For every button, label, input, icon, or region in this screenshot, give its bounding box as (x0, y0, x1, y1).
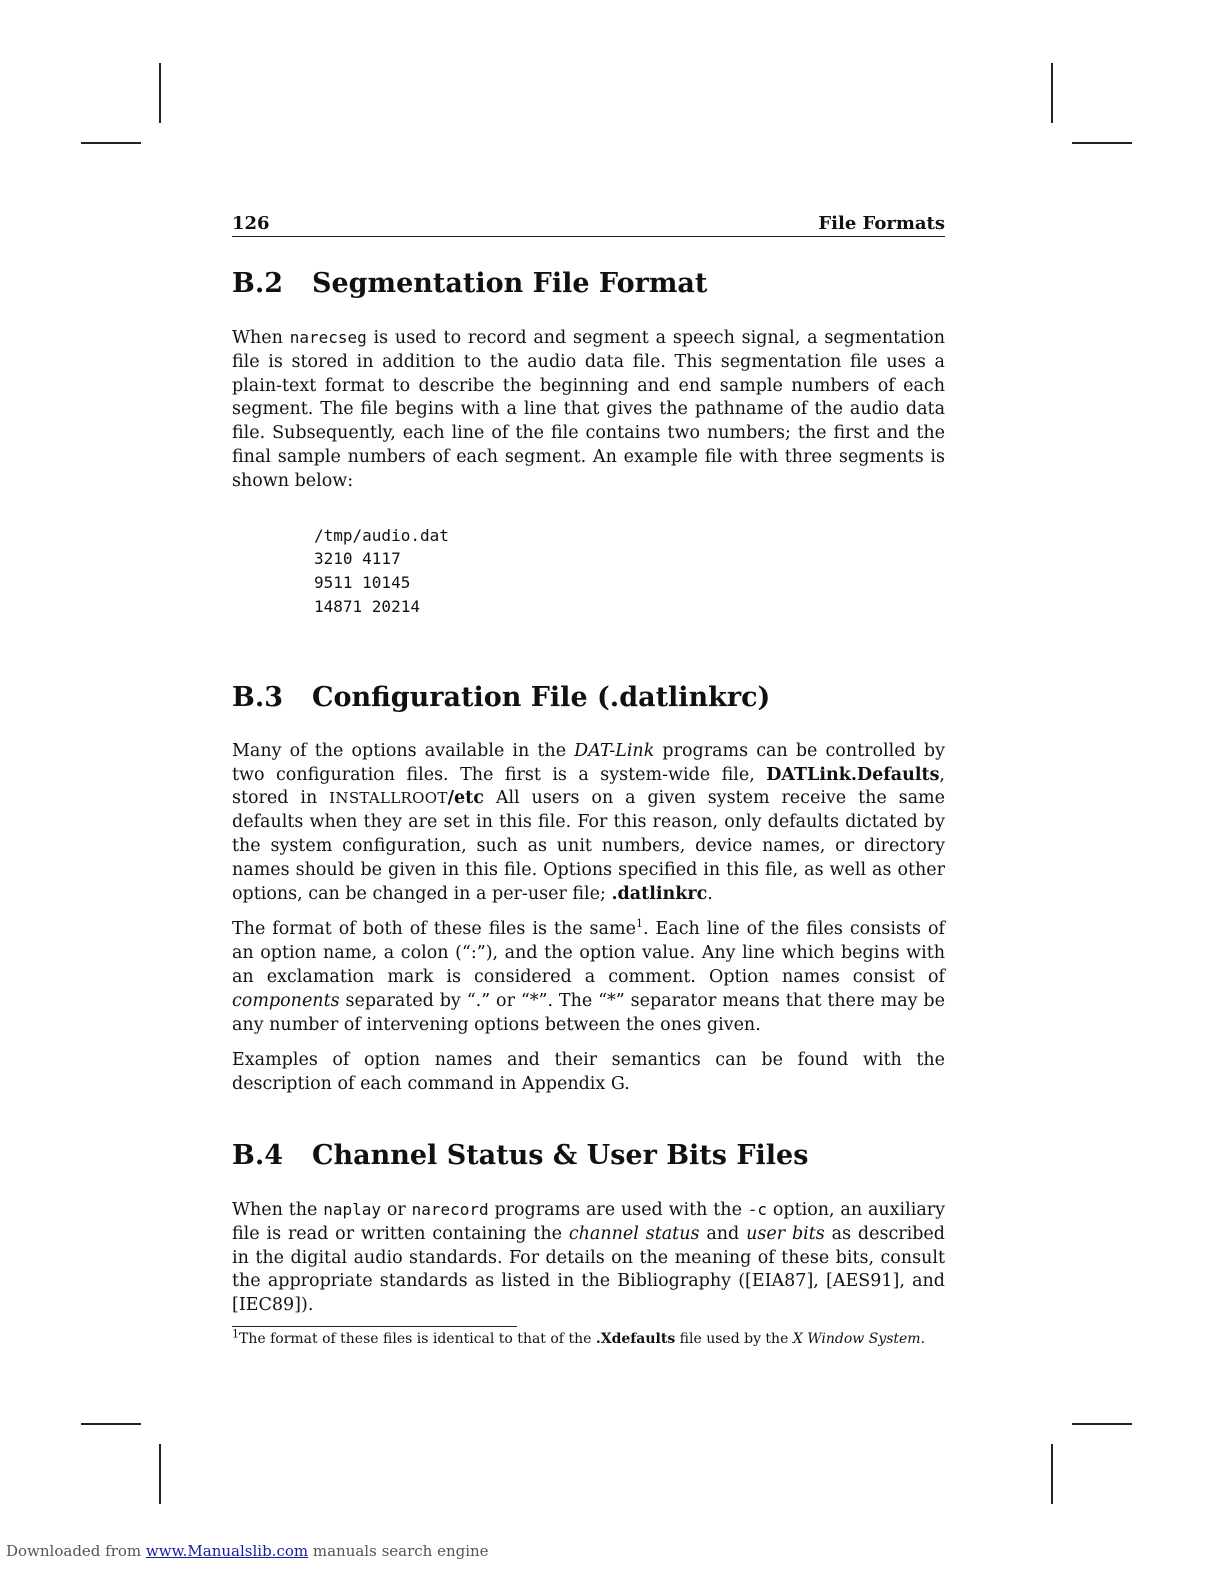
crop-mark (1051, 1444, 1053, 1504)
command-name: narecord (411, 1199, 489, 1219)
crop-mark (81, 1423, 141, 1425)
download-banner: Downloaded from www.Manualslib.com manuals search engine (6, 1542, 489, 1560)
section-heading-b4 (232, 1139, 945, 1173)
section-title: Segmentation File Format (312, 268, 708, 299)
section-number: B.2 (232, 268, 284, 299)
code-line: 9511 10145 (314, 573, 411, 593)
paragraph: The format of both of these files is the same$^1$. Each line of the files consists of an option name, a colon (“:”), and the option value. Any line which begins with an exclamation mark is considered a comment. Option names consist of components separated by “.” or “*”. The “*” separator means that there may be any number of intervening options between the ones given. (232, 917, 946, 1035)
install-root: INSTALLROOT (329, 789, 448, 808)
section-title: Channel Status & User Bits Files (312, 1139, 809, 1171)
paragraph: Many of the options available in the DAT-Link programs can be controlled by two configuration files. The first is a system-wide file, DATLink.Defaults, stored in INSTALLROOT/etc All users on a given system receive the same defaults when they are set in this file. For this reason, only defaults dictated by the system configuration, such as unit numbers, device names, or directory names should be given in this file. Options specified in this file, as well as other options, can be changed in a per-user file; .datlinkrc. (232, 740, 946, 904)
running-title: File Formats (818, 213, 945, 234)
section-heading-b2 (232, 267, 945, 301)
crop-mark (159, 1444, 161, 1504)
paragraph: Examples of option names and their semantics can be found with the description of each command in Appendix G. (232, 1050, 945, 1095)
crop-mark (1072, 1423, 1132, 1425)
code-line: 3210 4117 (314, 549, 401, 569)
crop-mark (81, 142, 141, 144)
section-number: B.4 (232, 1139, 284, 1171)
option-flag: -c (747, 1199, 768, 1219)
file-name: .datlinkrc (611, 883, 708, 904)
file-name: DATLink.Defaults (766, 764, 940, 785)
manualslib-link[interactable]: www.Manualslib.com (145, 1542, 309, 1560)
footnote: $^1$The format of these files is identical to that of the .Xdefaults file used by the X Window System. (232, 1327, 926, 1347)
running-head (232, 210, 945, 237)
section-heading-b3 (232, 681, 945, 715)
code-line: 14871 20214 (314, 596, 420, 616)
command-name: narecseg (289, 328, 367, 347)
page-number: 126 (232, 213, 270, 234)
paragraph: When the naplay or narecord programs are used with the -c option, an auxiliary file is read or written containing the channel status and user bits as described in the digital audio standards. For details on the meaning of these bits, consult the appropriate standards as listed in the Bibliography ([EIA87], [AES91], and [IEC89]). (232, 1199, 945, 1316)
section-title: Configuration File (.datlinkrc) (312, 681, 771, 713)
code-line: /tmp/audio.dat (314, 525, 449, 545)
paragraph: When narecseg is used to record and segment a speech signal, a segmentation file is stored in addition to the audio data file. This segmentation file uses a plain-text format to describe the beginning and end sample numbers of each segment. The file begins with a line that gives the pathname of the audio data file. Subsequently, each line of the file contains two numbers; the first and the final sample numbers of each segment. An example file with three segments is shown below: (232, 328, 945, 491)
command-name: naplay (323, 1199, 381, 1219)
program-name: DAT-Link (574, 740, 655, 761)
crop-mark (1051, 63, 1053, 123)
footnote-ref: 1 (635, 917, 643, 931)
code-example (314, 524, 945, 619)
crop-mark (159, 63, 161, 123)
footnote-rule (232, 1326, 517, 1327)
crop-mark (1072, 142, 1132, 144)
page-body (232, 210, 945, 1349)
section-number: B.3 (232, 681, 284, 713)
